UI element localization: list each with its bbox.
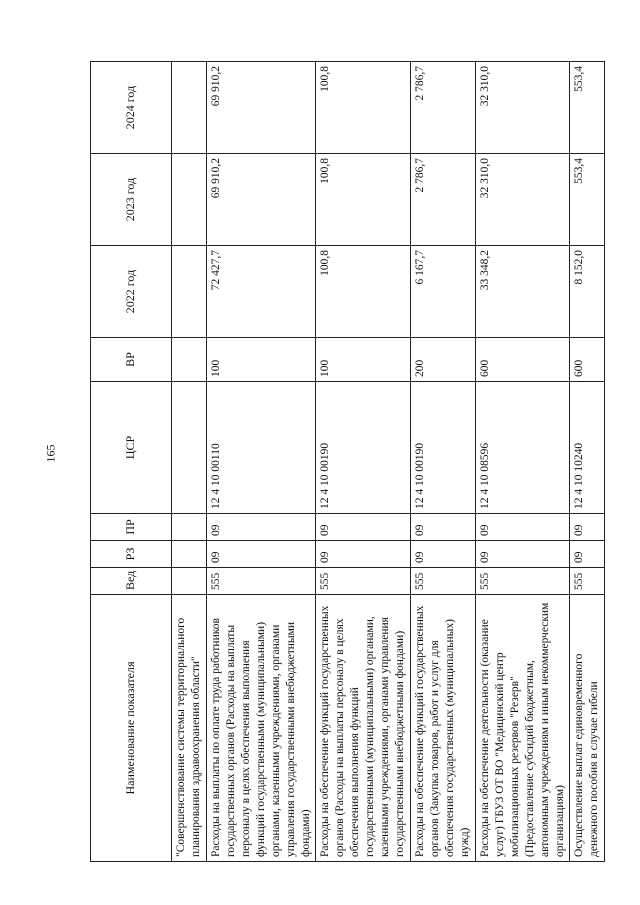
row-2024 <box>172 62 207 154</box>
table-row <box>316 62 411 862</box>
header-2023: 2023 год <box>91 154 172 246</box>
row-pr: 09 <box>206 514 316 541</box>
row-rz: 09 <box>411 541 476 568</box>
row-2024: 100,8 <box>316 62 411 154</box>
header-vr: ВР <box>91 338 172 382</box>
row-rz: 09 <box>206 541 316 568</box>
row-vr: 200 <box>411 338 476 382</box>
row-ved: 555 <box>411 568 476 595</box>
header-name: Наименование показателя <box>91 595 172 862</box>
table-row <box>475 62 570 862</box>
row-rz <box>172 541 207 568</box>
row-2023: 69 910,2 <box>206 154 316 246</box>
row-name: Расходы на обеспечение деятельности (оказание услуг) ГБУЗ ОТ ВО "Медицинский центр мобилизационных резервов "Резерв" (Предоставление субсидий бюджетным, автономным учреждениям и иным некоммерческим организациям) <box>475 595 570 862</box>
row-2022: 6 167,7 <box>411 246 476 338</box>
row-csr: 12 4 10 00190 <box>411 382 476 514</box>
row-rz: 09 <box>570 541 605 568</box>
rotated-table-container <box>90 62 636 862</box>
row-pr: 09 <box>411 514 476 541</box>
page-number: 165 <box>43 444 58 463</box>
row-name: Расходы на обеспечение функций государственных органов (Расходы на выплаты персоналу в целях обеспечения выполнения функций государственными (муниципальными) органами, казенными учреждениями, органами управления государственными внебюджетными фондами) <box>316 595 411 862</box>
header-pr: ПР <box>91 514 172 541</box>
table-row <box>206 62 316 862</box>
row-2023: 32 310,0 <box>475 154 570 246</box>
row-pr: 09 <box>570 514 605 541</box>
row-pr <box>172 514 207 541</box>
header-ved: Вед <box>91 568 172 595</box>
header-2022: 2022 год <box>91 246 172 338</box>
row-vr: 600 <box>570 338 605 382</box>
header-2024: 2024 год <box>91 62 172 154</box>
row-csr: 12 4 10 00110 <box>206 382 316 514</box>
header-rz: РЗ <box>91 541 172 568</box>
row-name: "Совершенствование системы территориального планирования здравоохранения области" <box>172 595 207 862</box>
row-2022 <box>172 246 207 338</box>
row-ved: 555 <box>206 568 316 595</box>
row-vr: 600 <box>475 338 570 382</box>
row-csr: 12 4 10 00190 <box>316 382 411 514</box>
row-2022: 100,8 <box>316 246 411 338</box>
table-row <box>172 62 207 862</box>
row-2023: 2 786,7 <box>411 154 476 246</box>
row-csr: 12 4 10 08596 <box>475 382 570 514</box>
row-pr: 09 <box>475 514 570 541</box>
row-2022: 72 427,7 <box>206 246 316 338</box>
row-ved: 555 <box>475 568 570 595</box>
row-ved: 555 <box>316 568 411 595</box>
row-2024: 69 910,2 <box>206 62 316 154</box>
row-pr: 09 <box>316 514 411 541</box>
row-name: Расходы на выплаты по оплате труда работников государственных органов (Расходы на выплаты персоналу в целях обеспечения выполнения функций государственными (муниципальными) органами, казенными учреждениями, органами управления государственными внебюджетными фондами) <box>206 595 316 862</box>
table-header-row <box>91 62 172 862</box>
row-2024: 32 310,0 <box>475 62 570 154</box>
row-2024: 2 786,7 <box>411 62 476 154</box>
header-csr: ЦСР <box>91 382 172 514</box>
row-rz: 09 <box>316 541 411 568</box>
row-2024: 553,4 <box>570 62 605 154</box>
table-row <box>411 62 476 862</box>
row-ved <box>172 568 207 595</box>
row-name: Расходы на обеспечение функций государственных органов (Закупка товаров, работ и услуг для обеспечения государственных (муниципальных) нужд) <box>411 595 476 862</box>
row-vr: 100 <box>316 338 411 382</box>
row-2023: 100,8 <box>316 154 411 246</box>
row-csr: 12 4 10 10240 <box>570 382 605 514</box>
row-ved: 555 <box>570 568 605 595</box>
budget-table <box>90 61 605 862</box>
table-row <box>570 62 605 862</box>
row-vr: 100 <box>206 338 316 382</box>
row-2022: 8 152,0 <box>570 246 605 338</box>
row-csr <box>172 382 207 514</box>
row-vr <box>172 338 207 382</box>
row-name: Осуществление выплат единовременного денежного пособия в случае гибели <box>570 595 605 862</box>
row-2023: 553,4 <box>570 154 605 246</box>
row-2023 <box>172 154 207 246</box>
row-2022: 33 348,2 <box>475 246 570 338</box>
row-rz: 09 <box>475 541 570 568</box>
